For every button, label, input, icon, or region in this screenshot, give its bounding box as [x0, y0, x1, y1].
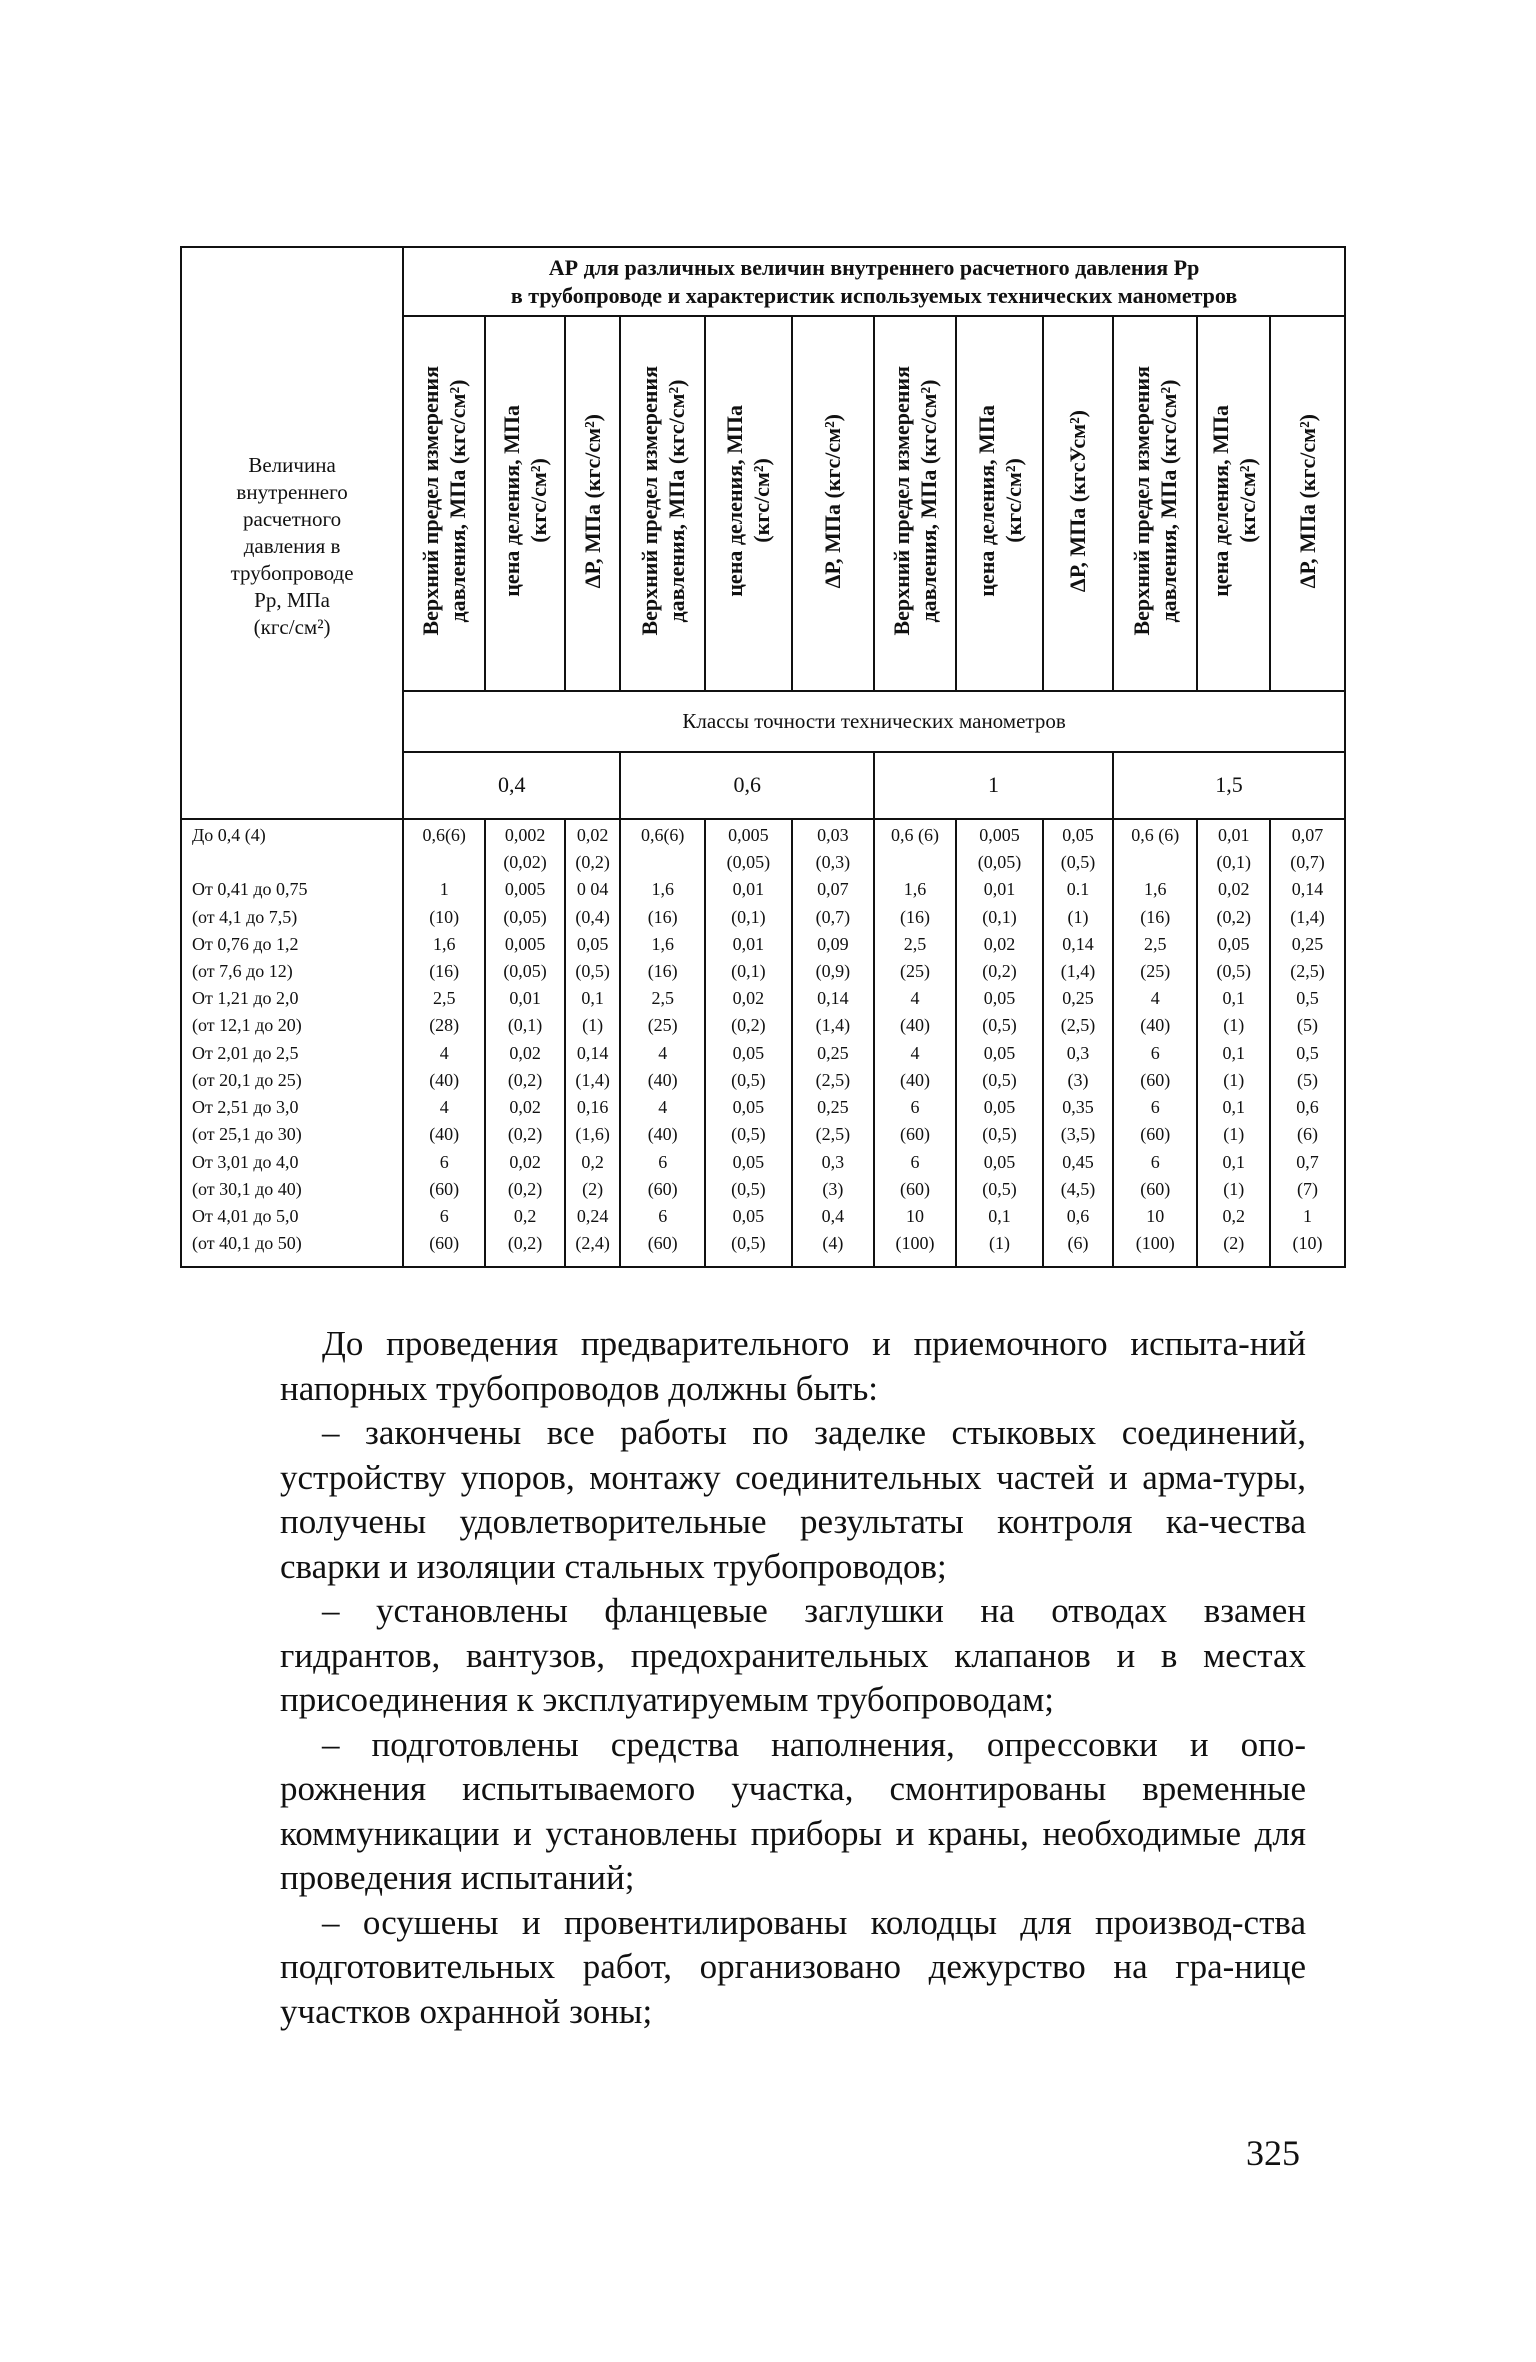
page-number: 325 — [1246, 2133, 1300, 2173]
data-column — [620, 819, 705, 1267]
data-column-values: 0,6(6) 1 (10) 1,6 (16) 2,5 (28) 4 (40) 4 (40) 6 (60) 6 (60) — [422, 825, 466, 1254]
pressure-gauge-table — [180, 246, 1346, 1268]
col-header — [1197, 316, 1269, 691]
col-header — [1113, 316, 1198, 691]
data-column-values: 0,05 (0,5) 0.1 (1) 0,14 (1,4) 0,25 (2,5) 0,3 (3) 0,35 (3,5) 0,45 (4,5) 0,6 (6) — [1060, 825, 1096, 1254]
data-column-values: 0,005 (0,05) 0,01 (0,1) 0,02 (0,2) 0,05 (0,5) 0,05 (0,5) 0,05 (0,5) 0,05 (0,5) 0,1 (1) — [977, 825, 1022, 1254]
data-column — [403, 819, 485, 1267]
col-header-text: цена деления, МПа (кгс/см²) — [499, 405, 552, 597]
col-header — [403, 316, 485, 691]
data-column-values: 0,02 (0,2) 0 04 (0,4) 0,05 (0,5) 0,1 (1) 0,14 (1,4) 0,16 (1,6) 0,2 (2) 0,24 (2,4) — [575, 825, 610, 1254]
col-header — [620, 316, 705, 691]
accuracy-class-cell: 1 — [874, 752, 1113, 819]
paragraph: – закончены все работы по заделке стыковых соединений, устройству упоров, монтажу соединительных частей и арма-туры, получены удовлетворительные результаты контроля ка-чества сварки и изоляции стальных трубопроводов; — [280, 1413, 1306, 1586]
paragraph: – установлены фланцевые заглушки на отводах взамен гидрантов, вантузов, предохранительных клапанов и в местах присоединения к эксплуатируемым трубопроводам; — [280, 1591, 1306, 1719]
accuracy-class-cell: 0,4 — [403, 752, 620, 819]
body-text — [280, 1322, 1306, 2034]
data-column-values: 0,07 (0,7) 0,14 (1,4) 0,25 (2,5) 0,5 (5) 0,5 (5) 0,6 (6) 0,7 (7) 1 (10) — [1290, 825, 1325, 1254]
col-header-text: цена деления, МПа (кгс/см²) — [722, 405, 775, 597]
data-column — [1270, 819, 1345, 1267]
data-column — [485, 819, 565, 1267]
accuracy-class-cell: 1,5 — [1113, 752, 1345, 819]
col-header-text: Верхний предел измерения давления, МПа (кгс/см²) — [889, 366, 941, 636]
row-header-text: Величина внутреннего расчетного давления в трубопроводе Рр, МПа (кгс/см²) — [230, 453, 354, 640]
row-header-cell — [181, 247, 403, 819]
data-column — [792, 819, 874, 1267]
col-header — [485, 316, 565, 691]
col-header-text: ΔР, МПа (кгсУсм²) — [1065, 409, 1091, 593]
row-labels-cell — [181, 819, 403, 1267]
data-column-values: 0,03 (0,3) 0,07 (0,7) 0,09 (0,9) 0,14 (1,4) 0,25 (2,5) 0,25 (2,5) 0,3 (3) 0,4 (4) — [815, 825, 851, 1254]
col-header — [1043, 316, 1113, 691]
data-column — [565, 819, 621, 1267]
col-header-text: Верхний предел измерения давления, МПа (кгс/см²) — [1129, 366, 1182, 636]
row-labels: До 0,4 (4) От 0,41 до 0,75 (от 4,1 до 7,5) От 0,76 до 1,2 (от 7,6 до 12) От 1,21 до 2,0 (от 12,1 до 20) От 2,01 до 2,5 (от 20,1 до 25) От 2,51 до 3,0 (от 25,1 до 30) От 3,01 до 4,0 (от 30,1 до 40) От 4,01 до 5,0 (от 40,1 до 50) — [192, 825, 308, 1254]
col-header-text: ΔР, МПа (кгс/см²) — [580, 413, 606, 589]
accuracy-classes-header: Классы точности технических манометров — [403, 691, 1345, 752]
data-column-values: 0,01 (0,1) 0,02 (0,2) 0,05 (0,5) 0,1 (1) 0,1 (1) 0,1 (1) 0,1 (1) 0,2 (2) — [1216, 825, 1251, 1254]
col-header-text: Верхний предел измерения давления, МПа (кгс/см²) — [636, 366, 689, 636]
data-column — [956, 819, 1043, 1267]
data-column-values: 0,6(6) 1,6 (16) 1,6 (16) 2,5 (25) 4 (40) 4 (40) 6 (60) 6 (60) — [640, 825, 685, 1254]
table-caption-line-2: в трубопроводе и характеристик используемых технических манометров — [510, 282, 1238, 308]
col-header-text: ΔР, МПа (кгс/см²) — [820, 413, 846, 589]
data-column — [705, 819, 792, 1267]
data-column — [1113, 819, 1198, 1267]
paragraph: – осушены и провентилированы колодцы для производ-ства подготовительных работ, организовано дежурство на гра-нице участков охранной зоны; — [280, 1902, 1306, 2031]
col-header-text: Верхний предел измерения давления, МПа (кгс/см²) — [418, 366, 471, 636]
paragraph: До проведения предварительного и приемочного испыта-ний напорных трубопроводов должны быть: — [280, 1324, 1306, 1408]
data-column-values: 0,6 (6) 1,6 (16) 2,5 (25) 4 (40) 4 (40) 6 (60) 6 (60) 10 (100) — [891, 825, 939, 1254]
col-header — [956, 316, 1043, 691]
data-column — [1043, 819, 1113, 1267]
col-header — [792, 316, 874, 691]
data-column-values: 0,6 (6) 1,6 (16) 2,5 (25) 4 (40) 6 (60) 6 (60) 6 (60) 10 (100) — [1131, 825, 1180, 1254]
table-caption-line-1: АР для различных величин внутреннего расчетного давления Рр — [548, 254, 1200, 280]
data-column-values: 0,002 (0,02) 0,005 (0,05) 0,005 (0,05) 0,01 (0,1) 0,02 (0,2) 0,02 (0,2) 0,02 (0,2) 0,2 (0,2) — [503, 825, 547, 1254]
col-header — [874, 316, 956, 691]
table-caption — [403, 247, 1345, 316]
data-column — [874, 819, 956, 1267]
data-column — [1197, 819, 1269, 1267]
data-column-values: 0,005 (0,05) 0,01 (0,1) 0,01 (0,1) 0,02 (0,2) 0,05 (0,5) 0,05 (0,5) 0,05 (0,5) 0,05 (0,5) — [726, 825, 771, 1254]
col-header — [1270, 316, 1345, 691]
col-header — [705, 316, 792, 691]
col-header-text: ΔР, МПа (кгс/см²) — [1294, 413, 1320, 589]
col-header — [565, 316, 621, 691]
accuracy-class-cell: 0,6 — [620, 752, 874, 819]
col-header-text: цена деления, МПа (кгс/см²) — [973, 405, 1026, 597]
paragraph: – подготовлены средства наполнения, опрессовки и опо-рожнения испытываемого участка, смонтированы временные коммуникации и установлены приборы и краны, необходимые для проведения испытаний; — [280, 1724, 1306, 1897]
col-header-text: цена деления, МПа (кгс/см²) — [1207, 405, 1260, 597]
